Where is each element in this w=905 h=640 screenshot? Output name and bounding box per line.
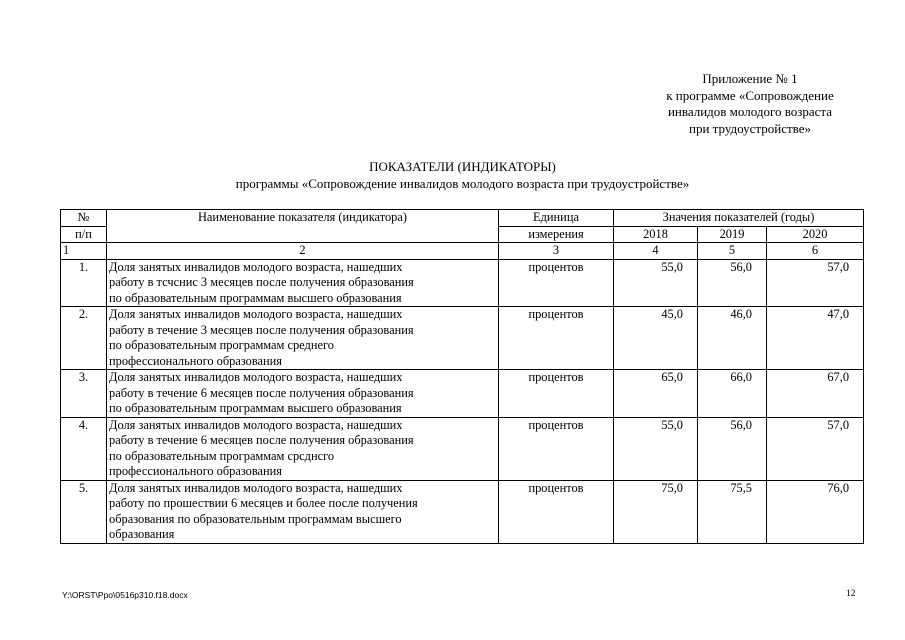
column-number-row (61, 243, 864, 260)
column-number: 1 (61, 243, 107, 260)
value-2018: 65,0 (614, 370, 698, 418)
indicator-name-line: Доля занятых инвалидов молодого возраста, нашедших (109, 480, 403, 495)
header-name: Наименование показателя (индикатора) (107, 210, 499, 243)
indicator-name-line: профессионального образования (109, 464, 283, 478)
page-number: 12 (846, 589, 856, 599)
header-unit-line1: Единица (499, 210, 614, 227)
value-2018: 45,0 (614, 307, 698, 370)
unit-cell: процентов (499, 307, 614, 370)
unit-cell: процентов (499, 417, 614, 480)
table-row (61, 480, 864, 543)
value-2019: 75,5 (698, 480, 767, 543)
appendix-line: при трудоустройстве» (689, 120, 811, 136)
row-number: 3. (61, 370, 107, 418)
indicator-name-line: Доля занятых инвалидов молодого возраста, нашедших (109, 259, 403, 274)
indicator-name-line: по образовательным программам высшего образования (109, 401, 402, 415)
row-number: 2. (61, 307, 107, 370)
column-number: 6 (767, 243, 864, 260)
row-number: 5. (61, 480, 107, 543)
header-unit-line2: измерения (499, 226, 614, 243)
indicator-name-line: по образовательным программам среднего (109, 338, 334, 352)
title-sub: программы «Сопровождение инвалидов молодого возраста при трудоустройстве» (235, 176, 690, 191)
column-number: 4 (614, 243, 698, 260)
appendix-line: Приложение № 1 (702, 71, 798, 86)
table-row (61, 307, 864, 370)
unit-cell: процентов (499, 480, 614, 543)
indicator-name-line: работу по прошествии 6 месяцев и более после получения (109, 496, 418, 510)
header-year: 2020 (767, 226, 864, 243)
indicator-name-line: по образовательным программам срсднсго (109, 448, 335, 463)
indicator-name (107, 480, 499, 543)
column-number: 5 (698, 243, 767, 260)
footer-file-path: Y:\ORST\Ppo\0516p310.f18.docx (62, 590, 188, 600)
indicator-name-line: по образовательным программам высшего образования (109, 290, 402, 305)
value-2019: 66,0 (698, 370, 767, 418)
value-2018: 55,0 (614, 259, 698, 307)
value-2020: 57,0 (767, 417, 864, 480)
value-2019: 56,0 (698, 259, 767, 307)
appendix-line: к программе «Сопровождение (666, 87, 834, 103)
indicator-name-line: образования (109, 527, 175, 541)
value-2020: 67,0 (767, 370, 864, 418)
column-number: 3 (499, 243, 614, 260)
indicator-name-line: профессионального образования (109, 353, 283, 368)
indicator-name-line: образования по образовательным программам высшего (109, 511, 402, 526)
header-year: 2019 (698, 226, 767, 243)
value-2018: 55,0 (614, 417, 698, 480)
indicator-name (107, 307, 499, 370)
indicator-name-line: работу в тсчснис 3 месяцев после получения образования (109, 275, 414, 289)
indicator-name-line: работу в течение 3 месяцев после получения образования (109, 322, 414, 337)
header-num-line1: № (61, 210, 107, 227)
value-2019: 56,0 (698, 417, 767, 480)
row-number: 1. (61, 259, 107, 307)
indicators-table (60, 209, 864, 544)
table-row (61, 417, 864, 480)
value-2018: 75,0 (614, 480, 698, 543)
value-2020: 76,0 (767, 480, 864, 543)
indicator-name-line: Доля занятых инвалидов молодого возраста, нашедших (109, 370, 403, 384)
header-row (61, 210, 864, 227)
indicator-name (107, 370, 499, 418)
document-title (60, 158, 865, 192)
title-main: ПОКАЗАТЕЛИ (ИНДИКАТОРЫ) (369, 159, 556, 174)
table-row (61, 370, 864, 418)
unit-cell: процентов (499, 370, 614, 418)
value-2020: 57,0 (767, 259, 864, 307)
value-2019: 46,0 (698, 307, 767, 370)
appendix-line: инвалидов молодого возраста (667, 104, 833, 119)
indicator-name-line: Доля занятых инвалидов молодого возраста, нашедших (109, 307, 403, 321)
table-row (61, 259, 864, 307)
column-number: 2 (107, 243, 499, 260)
appendix-heading (600, 71, 900, 137)
header-values: Значения показателей (годы) (614, 210, 864, 227)
unit-cell: процентов (499, 259, 614, 307)
indicator-name (107, 259, 499, 307)
table-body (61, 210, 864, 544)
header-year: 2018 (614, 226, 698, 243)
indicator-name-line: Доля занятых инвалидов молодого возраста, нашедших (109, 417, 403, 432)
indicator-name-line: работу в течение 6 месяцев после получения образования (109, 385, 414, 400)
value-2020: 47,0 (767, 307, 864, 370)
indicator-name-line: работу в течение 6 месяцев после получения образования (109, 433, 414, 447)
row-number: 4. (61, 417, 107, 480)
indicator-name (107, 417, 499, 480)
header-num-line2: п/п (61, 226, 107, 243)
